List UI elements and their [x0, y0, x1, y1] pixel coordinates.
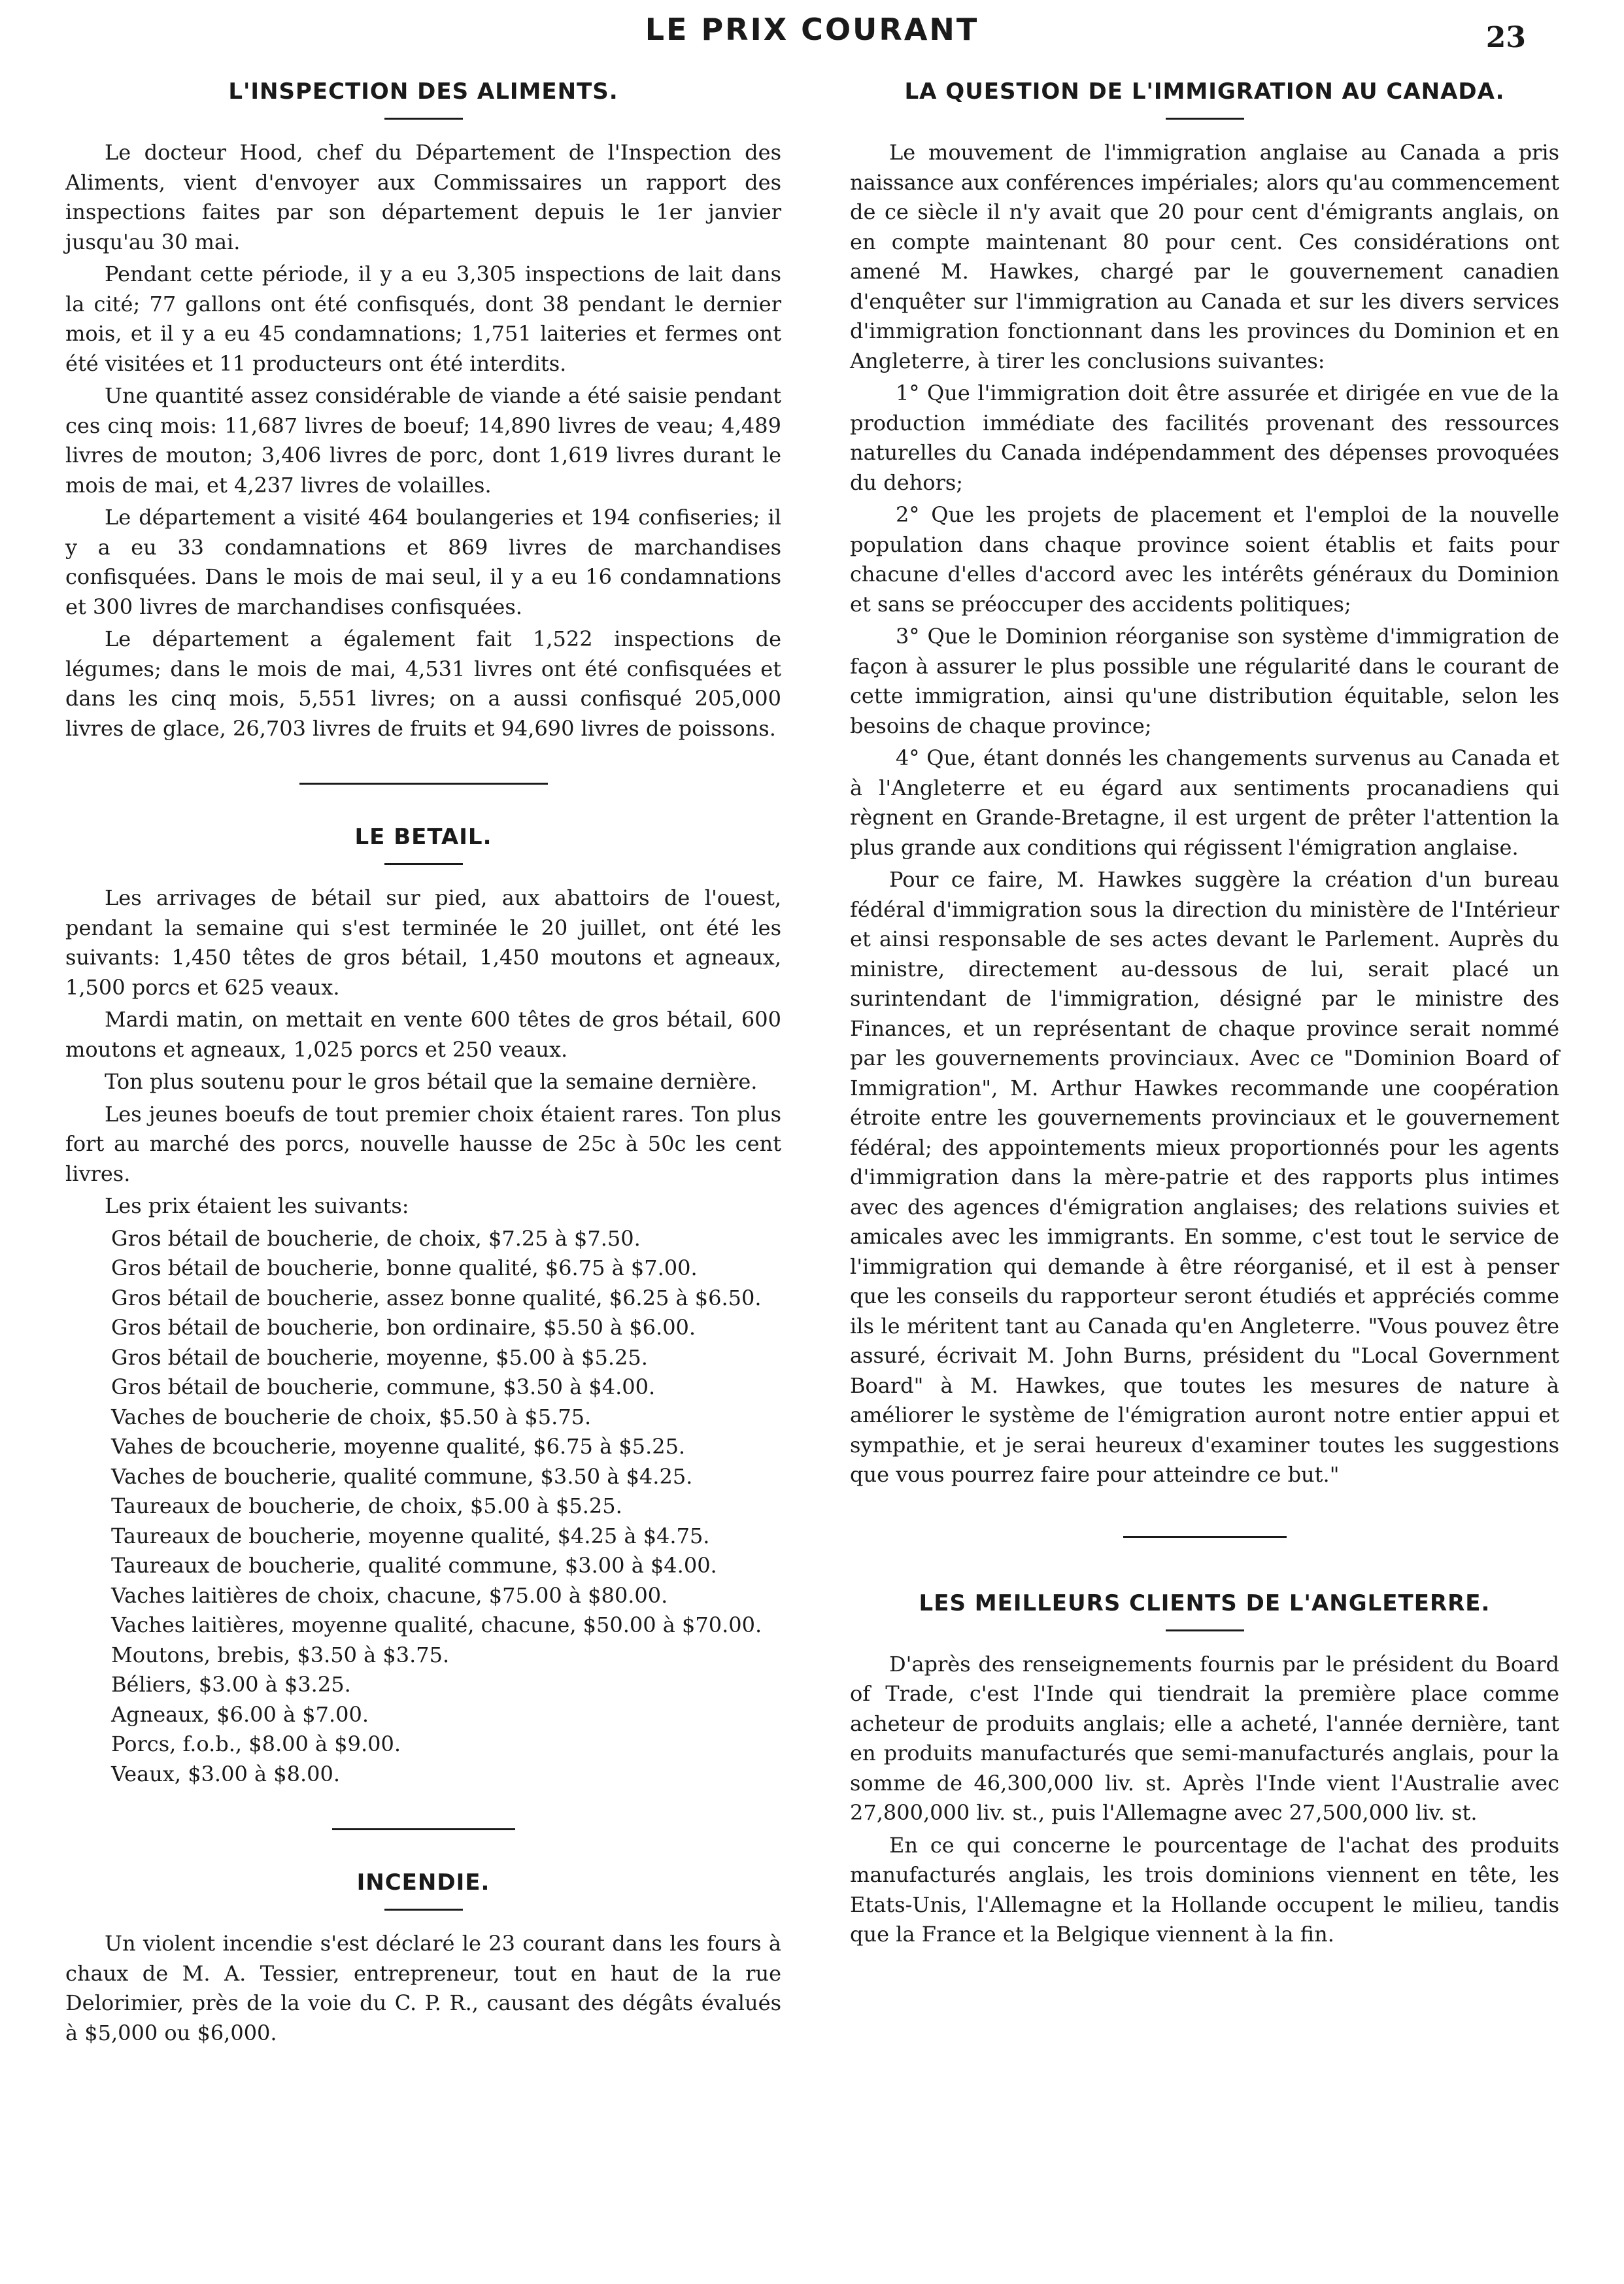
price-item: Taureaux de boucherie, de choix, $5.00 à $5.25. — [111, 1493, 622, 1518]
price-item: Gros bétail de boucherie, commune, $3.50 à $4.00. — [111, 1374, 656, 1399]
price-item: Porcs, f.o.b., $8.00 à $9.00. — [111, 1731, 401, 1756]
section-divider — [332, 1828, 515, 1830]
paragraph: Ton plus soutenu pour le gros bétail que la semaine dernière. — [105, 1069, 758, 1094]
paragraph: En ce qui concerne le pourcentage de l'achat des produits manufacturés anglais, les trois dominions viennent en tête, les Etats-Unis, l'Allemagne et la Hollande occupent le milieu, tandis que la France et la Belgique viennent à la fin. — [850, 1832, 1559, 1947]
price-item: Gros bétail de boucherie, bonne qualité, $6.75 à $7.00. — [111, 1255, 698, 1280]
paragraph: Les arrivages de bétail sur pied, aux abattoirs de l'ouest, pendant la semaine qui s'est terminée le 20 juillet, ont été les suivants: 1,450 têtes de gros bétail, 1,450 moutons et agneaux, 1,500 porcs et 625 veaux. — [65, 885, 781, 1000]
article-title: L'INSPECTION DES ALIMENTS. — [228, 78, 618, 105]
price-list — [65, 1224, 781, 1790]
page-number: 23 — [1485, 21, 1526, 54]
price-item: Vaches laitières de choix, chacune, $75.00 à $80.00. — [111, 1582, 668, 1608]
title-rule — [384, 863, 463, 865]
title-rule — [384, 1909, 463, 1911]
title-rule — [384, 118, 463, 120]
price-item: Taureaux de boucherie, moyenne qualité, $4.25 à $4.75. — [111, 1523, 710, 1548]
price-item: Vaches laitières, moyenne qualité, chacune, $50.00 à $70.00. — [111, 1612, 762, 1637]
article-title: LE BETAIL. — [354, 824, 492, 850]
article-incendie — [65, 1869, 781, 2048]
paragraph: Le département a visité 464 boulangeries et 194 confiseries; il y a eu 33 condamnations et 869 livres de marchandises confisquées. Dans le mois de mai seul, il y a eu 16 condamnations et 300 livres de marchandises confisquées. — [65, 505, 781, 619]
article-title: LES MEILLEURS CLIENTS DE L'ANGLETERRE. — [919, 1590, 1491, 1616]
list-item: 3° Que le Dominion réorganise son système d'immigration de façon à assurer le plus possible une régularité dans le courant de cette immigration, ainsi qu'une distribution équitable, selon les besoins de chaque province; — [850, 624, 1559, 738]
price-item: Vaches de boucherie de choix, $5.50 à $5.75. — [111, 1404, 592, 1429]
paragraph: Le département a également fait 1,522 inspections de légumes; dans le mois de mai, 4,531 livres ont été confisquées et dans les cinq mois, 5,551 livres; on a aussi confisqué 205,000 livres de glace, 26,703 livres de fruits et 94,690 livres de poissons. — [65, 626, 781, 741]
left-column — [65, 78, 781, 2051]
paragraph: Le mouvement de l'immigration anglaise au Canada a pris naissance aux conférences impériales; alors qu'au commencement de ce siècle il n'y avait que 20 pour cent d'émigrants anglais, on en compte maintenant 80 pour cent. Ces considérations ont amené M. Hawkes, chargé par le gouvernement canadien d'enquêter sur l'immigration au Canada et sur les divers services d'immigration fonctionnant dans les provinces du Dominion et en Angleterre, à tirer les conclusions suivantes: — [850, 140, 1559, 373]
article-inspection — [65, 78, 781, 743]
price-item: Vahes de bcoucherie, moyenne qualité, $6.75 à $5.25. — [111, 1434, 686, 1459]
paragraph: Le docteur Hood, chef du Département de l'Inspection des Aliments, vient d'envoyer aux Commissaires un rapport des inspections faites par son département depuis le 1er janvier jusqu'au 30 mai. — [65, 140, 781, 254]
title-rule — [1166, 118, 1244, 120]
paragraph: Mardi matin, on mettait en vente 600 têtes de gros bétail, 600 moutons et agneaux, 1,025 porcs et 250 veaux. — [65, 1007, 781, 1062]
article-title: LA QUESTION DE L'IMMIGRATION AU CANADA. — [904, 78, 1505, 105]
price-item: Gros bétail de boucherie, assez bonne qualité, $6.25 à $6.50. — [111, 1285, 762, 1310]
price-item: Moutons, brebis, $3.50 à $3.75. — [111, 1642, 450, 1667]
price-item: Gros bétail de boucherie, de choix, $7.25 à $7.50. — [111, 1225, 641, 1251]
article-clients — [850, 1590, 1559, 1950]
section-divider — [1123, 1536, 1287, 1538]
list-item: 1° Que l'immigration doit être assurée et dirigée en vue de la production immédiate des facilités provenant des ressources naturelles du Canada indépendamment des dépenses provoquées du dehors; — [850, 381, 1559, 495]
price-item: Béliers, $3.00 à $3.25. — [111, 1672, 351, 1697]
paragraph: Pendant cette période, il y a eu 3,305 inspections de lait dans la cité; 77 gallons ont été confisqués, dont 38 pendant le dernier mois, et il y a eu 45 condamnations; 1,751 laiteries et fermes ont été visitées et 11 producteurs ont été interdits. — [65, 262, 781, 376]
price-item: Veaux, $3.00 à $8.00. — [111, 1761, 340, 1786]
paragraph: Un violent incendie s'est déclaré le 23 courant dans les fours à chaux de M. A. Tessier, entrepreneur, tout en haut de la rue Delorimier, près de la voie du C. P. R., causant des dégâts évalués à $5,000 ou $6,000. — [65, 1931, 781, 2045]
price-item: Gros bétail de boucherie, moyenne, $5.00 à $5.25. — [111, 1344, 648, 1370]
list-item: 2° Que les projets de placement et l'emploi de la nouvelle population dans chaque province soient établis et faits pour chacune d'elles d'accord avec les intérêts généraux du Dominion et sans se préoccuper des accidents politiques; — [850, 502, 1559, 617]
paragraph: Les prix étaient les suivants: — [105, 1193, 409, 1218]
article-immigration — [850, 78, 1559, 1490]
paragraph: D'après des renseignements fournis par le président du Board of Trade, c'est l'Inde qui tiendrait la première place comme acheteur de produits anglais; elle a acheté, l'année dernière, tant en produits manufacturés que semi-manufacturés anglais, pour la somme de 46,300,000 liv. st. Après l'Inde vient l'Australie avec 27,800,000 liv. st., puis l'Allemagne avec 27,500,000 liv. st. — [850, 1651, 1559, 1825]
paragraph: Une quantité assez considérable de viande a été saisie pendant ces cinq mois: 11,687 livres de boeuf; 14,890 livres de veau; 4,489 livres de mouton; 3,406 livres de porc, dont 1,619 livres durant le mois de mai, et 4,237 livres de volailles. — [65, 383, 781, 498]
paragraph: Pour ce faire, M. Hawkes suggère la création d'un bureau fédéral d'immigration sous la direction du ministère de l'Intérieur et ainsi responsable de ses actes devant le Parlement. Auprès du ministre, directement au-dessous de lui, serait placé un surintendant de l'immigration, désigné par le ministre des Finances, et un représentant de chaque province serait nommé par les gouvernements provinciaux. Avec ce "Dominion Board of Immigration", M. Arthur Hawkes recommande une coopération étroite entre les gouvernements provinciaux et le gouvernement fédéral; des appointements mieux proportionnés pour les agents d'immigration dans la mère-patrie et des rapports plus intimes avec des agences d'émigration anglaises; des relations suivies et amicales avec les immigrants. En somme, c'est tout le service de l'immigration qui demande à être réorganisé, et il est à penser que les conseils du rapporteur seront étudiés et appréciés comme ils le méritent tant au Canada qu'en Angleterre. "Vous pouvez être assuré, écrivait M. John Burns, président du "Local Government Board" à M. Hawkes, que toutes les mesures de nature à améliorer le système de l'émigration auront notre entier appui et sympathie, et je serai heureux d'examiner toutes les suggestions que vous pourrez faire pour atteindre ce but." — [850, 867, 1559, 1487]
price-item: Taureaux de boucherie, qualité commune, $3.00 à $4.00. — [111, 1553, 717, 1578]
section-divider — [299, 783, 548, 785]
right-column — [850, 78, 1559, 1952]
price-item: Agneaux, $6.00 à $7.00. — [111, 1701, 369, 1727]
page-header — [0, 12, 1624, 58]
price-item: Gros bétail de boucherie, bon ordinaire, $5.50 à $6.00. — [111, 1315, 696, 1340]
paragraph: Les jeunes boeufs de tout premier choix étaient rares. Ton plus fort au marché des porcs, nouvelle hausse de 25c à 50c les cent livres. — [65, 1101, 781, 1186]
article-title: INCENDIE. — [356, 1869, 490, 1896]
price-item: Vaches de boucherie, qualité commune, $3.50 à $4.25. — [111, 1463, 693, 1489]
article-betail — [65, 824, 781, 1789]
journal-title: LE PRIX COURANT — [645, 12, 979, 47]
list-item: 4° Que, étant donnés les changements survenus au Canada et à l'Angleterre et eu égard aux sentiments procanadiens qui règnent en Grande-Bretagne, il est urgent de prêter l'attention la plus grande aux conditions qui régissent l'émigration anglaise. — [850, 745, 1559, 860]
title-rule — [1166, 1629, 1244, 1631]
